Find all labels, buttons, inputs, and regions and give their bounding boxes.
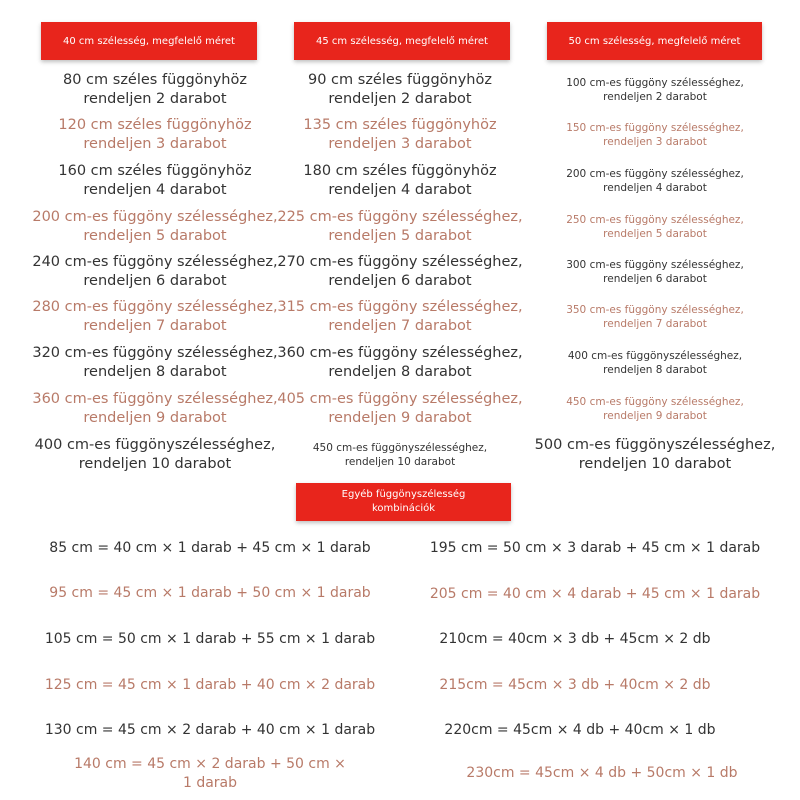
size-entry-line1: 450 cm-es függöny szélességhez, [566,396,744,408]
size-entry-line2: rendeljen 2 darabot [83,91,227,107]
size-entry-line2: rendeljen 3 darabot [83,136,227,152]
size-entry [510,297,800,337]
size-entry-line2: rendeljen 4 darabot [328,182,472,198]
size-entry-line1: 315 cm-es függöny szélességhez, [277,299,523,315]
size-entry-line1: 400 cm-es függönyszélességhez, [567,350,743,362]
size-entry-line1: 200 cm-es függöny szélességhez, [566,168,744,180]
size-entry-line1: 150 cm-es függöny szélességhez, [566,122,744,134]
size-entry [510,435,800,475]
size-entry-line2: rendeljen 9 darabot [603,410,707,422]
size-entry-line1: 225 cm-es függöny szélességhez, [277,209,523,225]
size-entry-line2: rendeljen 8 darabot [328,364,472,380]
size-entry-line1: 100 cm-es függöny szélességhez, [566,77,744,89]
size-entry [510,161,800,201]
size-entry-line2: rendeljen 6 darabot [328,273,472,289]
size-entry-line1: 400 cm-es függönyszélességhez, [34,437,276,453]
size-entry [255,435,545,475]
header-40cm [41,22,257,60]
size-entry [255,389,545,429]
size-entry-line2: rendeljen 5 darabot [603,228,707,240]
size-entry-line1: 250 cm-es függöny szélességhez, [566,214,744,226]
combo-header-line2: kombinációk [371,503,436,514]
size-entry-line1: 240 cm-es függöny szélességhez, [32,254,278,270]
size-entry [510,115,800,155]
size-entry-line2: rendeljen 8 darabot [83,364,227,380]
combo-left-5: 130 cm = 45 cm × 2 darab + 40 cm × 1 darab [44,722,376,738]
size-entry-line1: 500 cm-es függönyszélességhez, [534,437,776,453]
size-entry-line2: rendeljen 9 darabot [328,410,472,426]
header-45cm-label: 45 cm szélesség, megfelelő méret [316,35,488,47]
size-entry-line2: rendeljen 4 darabot [83,182,227,198]
size-entry-line1: 350 cm-es függöny szélességhez, [566,304,744,316]
size-entry [510,70,800,110]
size-entry [510,252,800,292]
size-entry-line2: rendeljen 7 darabot [328,318,472,334]
size-entry-line1: 90 cm széles függönyhöz [308,72,492,88]
size-entry-line2: rendeljen 8 darabot [603,364,707,376]
size-entry-line2: rendeljen 5 darabot [328,228,472,244]
size-entry [510,207,800,247]
combo-right-3: 210cm = 40cm × 3 db + 45cm × 2 db [439,631,711,647]
size-entry-line1: 405 cm-es függöny szélességhez, [277,391,523,407]
combo-right-6: 230cm = 45cm × 4 db + 50cm × 1 db [466,765,738,781]
size-entry-line1: 180 cm széles függönyhöz [303,163,497,179]
combo-header-line1: Egyéb függönyszélesség [341,489,466,500]
combo-left-3: 105 cm = 50 cm × 1 darab + 55 cm × 1 darab [44,631,376,647]
size-entry [255,207,545,247]
combo-left-1: 85 cm = 40 cm × 1 darab + 45 cm × 1 darab [49,540,371,556]
combo-left-4: 125 cm = 45 cm × 1 darab + 40 cm × 2 darab [44,677,376,693]
size-entry-line1: 360 cm-es függöny szélességhez, [277,345,523,361]
combo-right-5: 220cm = 45cm × 4 db + 40cm × 1 db [444,722,716,738]
size-entry-line2: rendeljen 2 darabot [328,91,472,107]
size-entry-line2: rendeljen 6 darabot [603,273,707,285]
size-entry-line1: 450 cm-es függönyszélességhez, [312,442,488,454]
size-entry-line2: rendeljen 10 darabot [78,456,232,472]
size-entry-line2: rendeljen 2 darabot [603,91,707,103]
header-40cm-label: 40 cm szélesség, megfelelő méret [63,35,235,47]
size-entry-line1: 320 cm-es függöny szélességhez, [32,345,278,361]
size-entry [255,161,545,201]
size-entry-line1: 280 cm-es függöny szélességhez, [32,299,278,315]
size-entry-line2: rendeljen 3 darabot [603,136,707,148]
size-entry-line1: 80 cm széles függönyhöz [63,72,247,88]
size-entry [255,70,545,110]
size-entry-line2: rendeljen 4 darabot [603,182,707,194]
size-entry-line1: 270 cm-es függöny szélességhez, [277,254,523,270]
size-entry-line1: 300 cm-es függöny szélességhez, [566,259,744,271]
size-entry [255,115,545,155]
header-45cm [294,22,510,60]
combo-left-6: 140 cm = 45 cm × 2 darab + 50 cm × 1 darab [74,756,346,791]
size-entry-line2: rendeljen 9 darabot [83,410,227,426]
header-50cm-label: 50 cm szélesség, megfelelő méret [568,35,741,47]
size-entry-line1: 135 cm széles függönyhöz [303,117,497,133]
size-entry [255,343,545,383]
size-entry-line2: rendeljen 5 darabot [83,228,227,244]
size-entry [255,297,545,337]
combo-right-2: 205 cm = 40 cm × 4 darab + 45 cm × 1 darab [429,586,761,602]
size-entry [510,389,800,429]
size-entry [255,252,545,292]
size-entry-line2: rendeljen 7 darabot [603,318,707,330]
size-entry-line2: rendeljen 6 darabot [83,273,227,289]
combo-right-1: 195 cm = 50 cm × 3 darab + 45 cm × 1 darab [429,540,761,556]
combo-left-2: 95 cm = 45 cm × 1 darab + 50 cm × 1 darab [49,585,371,601]
size-entry-line2: rendeljen 10 darabot [344,456,456,468]
size-entry-line2: rendeljen 10 darabot [578,456,732,472]
combo-right-4: 215cm = 45cm × 3 db + 40cm × 2 db [439,677,711,693]
combo-header [296,483,511,521]
header-50cm [547,22,762,60]
size-entry-line1: 160 cm széles függönyhöz [58,163,252,179]
size-entry-line1: 360 cm-es függöny szélességhez, [32,391,278,407]
size-entry [510,343,800,383]
size-entry-line1: 200 cm-es függöny szélességhez, [32,209,278,225]
size-entry-line2: rendeljen 3 darabot [328,136,472,152]
size-entry-line2: rendeljen 7 darabot [83,318,227,334]
size-entry-line1: 120 cm széles függönyhöz [58,117,252,133]
